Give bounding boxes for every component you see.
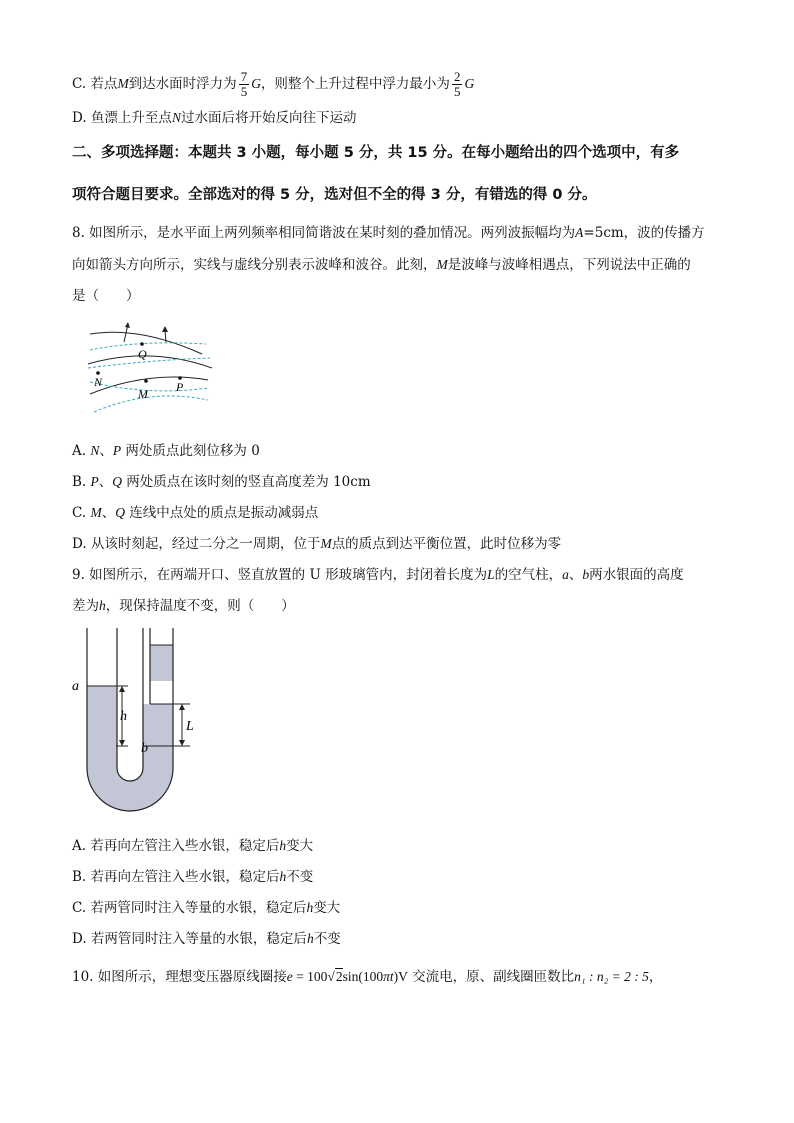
point-m	[144, 379, 148, 383]
u-tube-figure	[66, 628, 206, 826]
q9-option-a: A. 若再向左管注入些水银，稳定后h变大	[72, 838, 314, 854]
label-l: L	[186, 719, 194, 734]
label-m: M	[138, 387, 148, 401]
q8-option-b: B. P、Q 两处质点在该时刻的竖直高度差为 10cm	[72, 474, 371, 490]
label-p: P	[176, 380, 184, 394]
q8-line1: 8. 如图所示，是水平面上两列频率相同简谐波在某时刻的叠加情况。两列波振幅均为A=5cm，波的传播方	[72, 225, 705, 241]
q8-line3: 是（ ）	[72, 288, 140, 304]
label-n: N	[94, 375, 103, 389]
trough-line-4	[94, 396, 208, 412]
q10-line1: 10. 如图所示，理想变压器原线圈接e = 100√2sin(100πt)V 交流电，原、副线圈匝数比n₁ : n₂ = 2 : 5，	[72, 969, 663, 985]
label-h: h	[120, 709, 127, 724]
h-arrow-down-icon	[119, 740, 125, 746]
q8-option-c: C. M、Q 连线中点处的质点是振动减弱点	[72, 505, 319, 521]
trough-line-1	[90, 343, 206, 350]
wave-interference-figure	[80, 318, 220, 418]
arrow-head-2-icon	[162, 326, 168, 332]
mercury-upper-right	[150, 645, 173, 681]
fraction-2-5: $\frac{2}{5}$	[453, 69, 461, 99]
label-b: b	[141, 741, 148, 756]
point-q	[140, 342, 144, 346]
l-arrow-down-icon	[179, 740, 185, 746]
l-arrow-up-icon	[179, 704, 185, 710]
section-heading-line1: 二、多项选择题：本题共 3 小题，每小题 5 分，共 15 分。在每小题给出的四个选项中，有多	[72, 145, 680, 161]
q8-line2: 向如箭头方向所示，实线与虚线分别表示波峰和波谷。此刻，M是波峰与波峰相遇点，下列说法中正确的	[72, 257, 691, 273]
q8-option-a: A. N、P 两处质点此刻位移为 0	[72, 443, 260, 459]
q9-line1: 9. 如图所示，在两端开口、竖直放置的 U 形玻璃管内，封闭着长度为L的空气柱，a、b两水银面的高度	[72, 567, 684, 583]
option-d-line: D. 鱼漂上升至点N过水面后将开始反向往下运动	[72, 110, 357, 126]
h-arrow-up-icon	[119, 686, 125, 692]
label-q: Q	[138, 347, 147, 361]
fraction-7-5: $\frac{7}{5}$	[240, 69, 248, 99]
q8-option-d: D. 从该时刻起，经过二分之一周期，位于M点的质点到达平衡位置，此时位移为零	[72, 536, 562, 552]
q9-line2: 差为h，现保持温度不变，则（ ）	[72, 598, 295, 614]
section-heading-line2: 项符合题目要求。全部选对的得 5 分，选对但不全的得 3 分，有错选的得 0 分。	[72, 187, 597, 203]
label-a: a	[72, 679, 79, 694]
q9-option-c: C. 若两管同时注入等量的水银，稳定后h变大	[72, 900, 341, 916]
trough-line-3	[90, 382, 208, 391]
arrow-head-1-icon	[125, 322, 130, 328]
mercury-lower	[87, 686, 173, 811]
option-c-line: C. 若点M到达水面时浮力为 $\frac{7}{5}$ G，则整个上升过程中浮力最小为 $\frac{2}{5}$ G	[72, 69, 475, 99]
q9-option-d: D. 若两管同时注入等量的水银，稳定后h不变	[72, 931, 341, 947]
u-tube-inner-wall	[117, 628, 143, 781]
q9-option-b: B. 若再向左管注入些水银，稳定后h不变	[72, 869, 314, 885]
